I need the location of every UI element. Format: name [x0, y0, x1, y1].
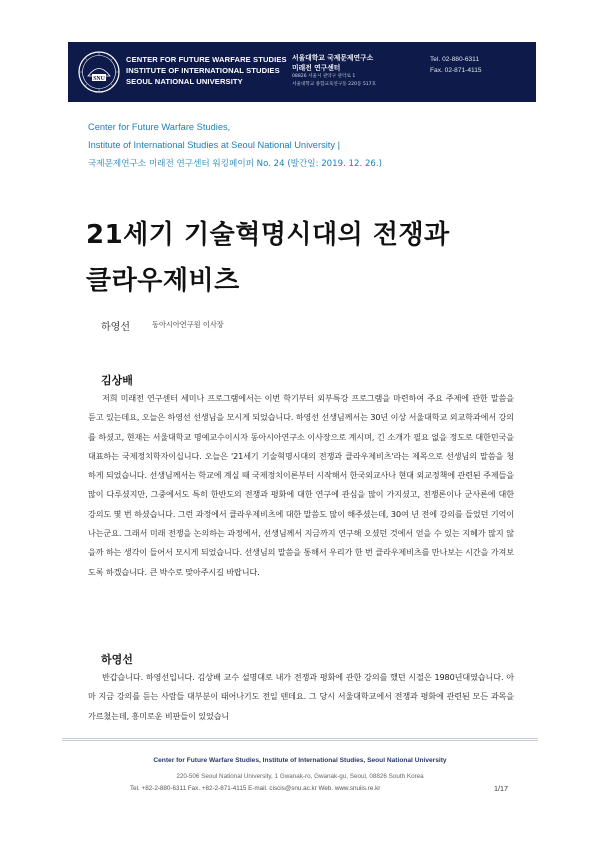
footer-divider: [62, 738, 538, 741]
speaker-name: 하영선: [101, 653, 133, 666]
speech-paragraph: 저희 미래전 연구센터 세미나 프로그램에서는 이번 학기부터 외부특강 프로그램을 마련하여 주요 주제에 관한 말씀을 듣고 있는데요, 오늘은 하영선 선생님을 모시게 되었습니다. 하영선 선생님께서는 30년 이상 서울대학교 외교학과에서 강의를 하셨고, 현재는 서울대학교 명예교수이시자 동아시아연구소 이사장으로 계시며, 긴 소개가 필요 없을 정도로 대한민국을 대표하는 국제정치학자이십니다. 오늘은 '21세기 기술혁명시대의 전쟁과 클라우제비츠'라는 제목으로 선생님의 말씀을 청하게 되었습니다. 선생님께서는 학교에 계실 때 국제정치이론부터 시작해서 한국외교사나 현대 외교정책에 관련된 주제들을 많이 다루셨지만, 그중에서도 특히 한반도의 전쟁과 평화에 대한 연구에 관심을 많이 가지셨고, 전쟁론이나 군사론에 대한 강의도 몇 번 하셨습니다. 그런 과정에서 클라우제비츠에 대한 말씀도 많이 해주셨는데, 30여 년 전에 강의를 들었던 기억이 나는군요. 그래서 미래 전쟁을 논의하는 과정에서, 선생님께서 지금까지 연구해 오셨던 것에서 얻을 수 있는 지혜가 많지 않을까 하는 생각이 들어서 모시게 되었습니다. 선생님의 말씀을 통해서 우리가 한 번 클라우제비츠를 만나보는 시간을 가져보도록 하겠습니다. 큰 박수로 맞아주시길 바랍니다.: [88, 393, 514, 577]
speaker-name: 김상배: [101, 374, 133, 387]
paper-meta: [88, 118, 382, 173]
header-address-2: 서울대학교 종합교육연구동 220동 517호: [292, 82, 377, 87]
header-fax: Fax. 02-871-4115: [430, 67, 482, 74]
meta-line-3: 국제문제연구소 미래전 연구센터 워킹페이퍼 No. 24 (발간일: 2019. 12. 26.): [88, 158, 382, 169]
header-en-line-2: INSTITUTE OF INTERNATIONAL STUDIES: [126, 66, 280, 75]
meta-line-2: Institute of International Studies at Seoul National University |: [88, 140, 341, 151]
footer-institution: Center for Future Warfare Studies, Institute of International Studies, Seoul National University: [153, 757, 447, 764]
speech-paragraph: 반갑습니다. 하영선입니다. 김상배 교수 설명대로 내가 전쟁과 평화에 관한 강의를 했던 시절은 1980년대였습니다. 아마 지금 강의를 듣는 사람들 대부분이 태어나기도 전일 텐데요. 그 당시 서울대학교에서 전쟁과 평화에 관련된 모든 과목을 가르쳤는데, 흥미로운 비판들이 있었습니: [88, 672, 514, 721]
header-address-1: 08826 서울시 관악구 관악로 1: [292, 74, 356, 79]
header-en-line-1: CENTER FOR FUTURE WARFARE STUDIES: [126, 55, 287, 64]
header-ko-line-2: 미래전 연구센터: [292, 64, 341, 72]
institute-header: [68, 42, 536, 102]
author-name: 하영선: [101, 322, 130, 333]
header-english-names: [126, 54, 287, 87]
header-ko-line-1: 서울대학교 국제문제연구소: [292, 54, 374, 62]
meta-line-1: Center for Future Warfare Studies,: [88, 122, 231, 132]
author-affiliation: 동아시아연구원 이사장: [152, 320, 224, 329]
header-contact: [430, 54, 482, 76]
title-line-2: 클라우제비츠: [86, 266, 240, 296]
header-en-line-3: SEOUL NATIONAL UNIVERSITY: [126, 77, 243, 86]
page-number: 1/17: [494, 784, 508, 793]
title-line-1: 21세기 기술혁명시대의 전쟁과: [86, 220, 450, 250]
footer-address: 220-506 Seoul National University, 1 Gwanak-ro, Gwanak-gu, Seoul, 08826 South Korea: [176, 773, 424, 780]
header-tel: Tel. 02-880-6311: [430, 56, 479, 63]
footer-contact: Tel. +82-2-880-6311 Fax. +82-2-871-4115 E-mail. ciscis@snu.ac.kr Web. www.snuiis.re.kr: [130, 785, 381, 792]
seal-text: SNU: [93, 76, 105, 82]
paper-title: [86, 212, 450, 304]
university-seal-icon: [78, 50, 120, 94]
header-korean-names: [292, 53, 376, 89]
